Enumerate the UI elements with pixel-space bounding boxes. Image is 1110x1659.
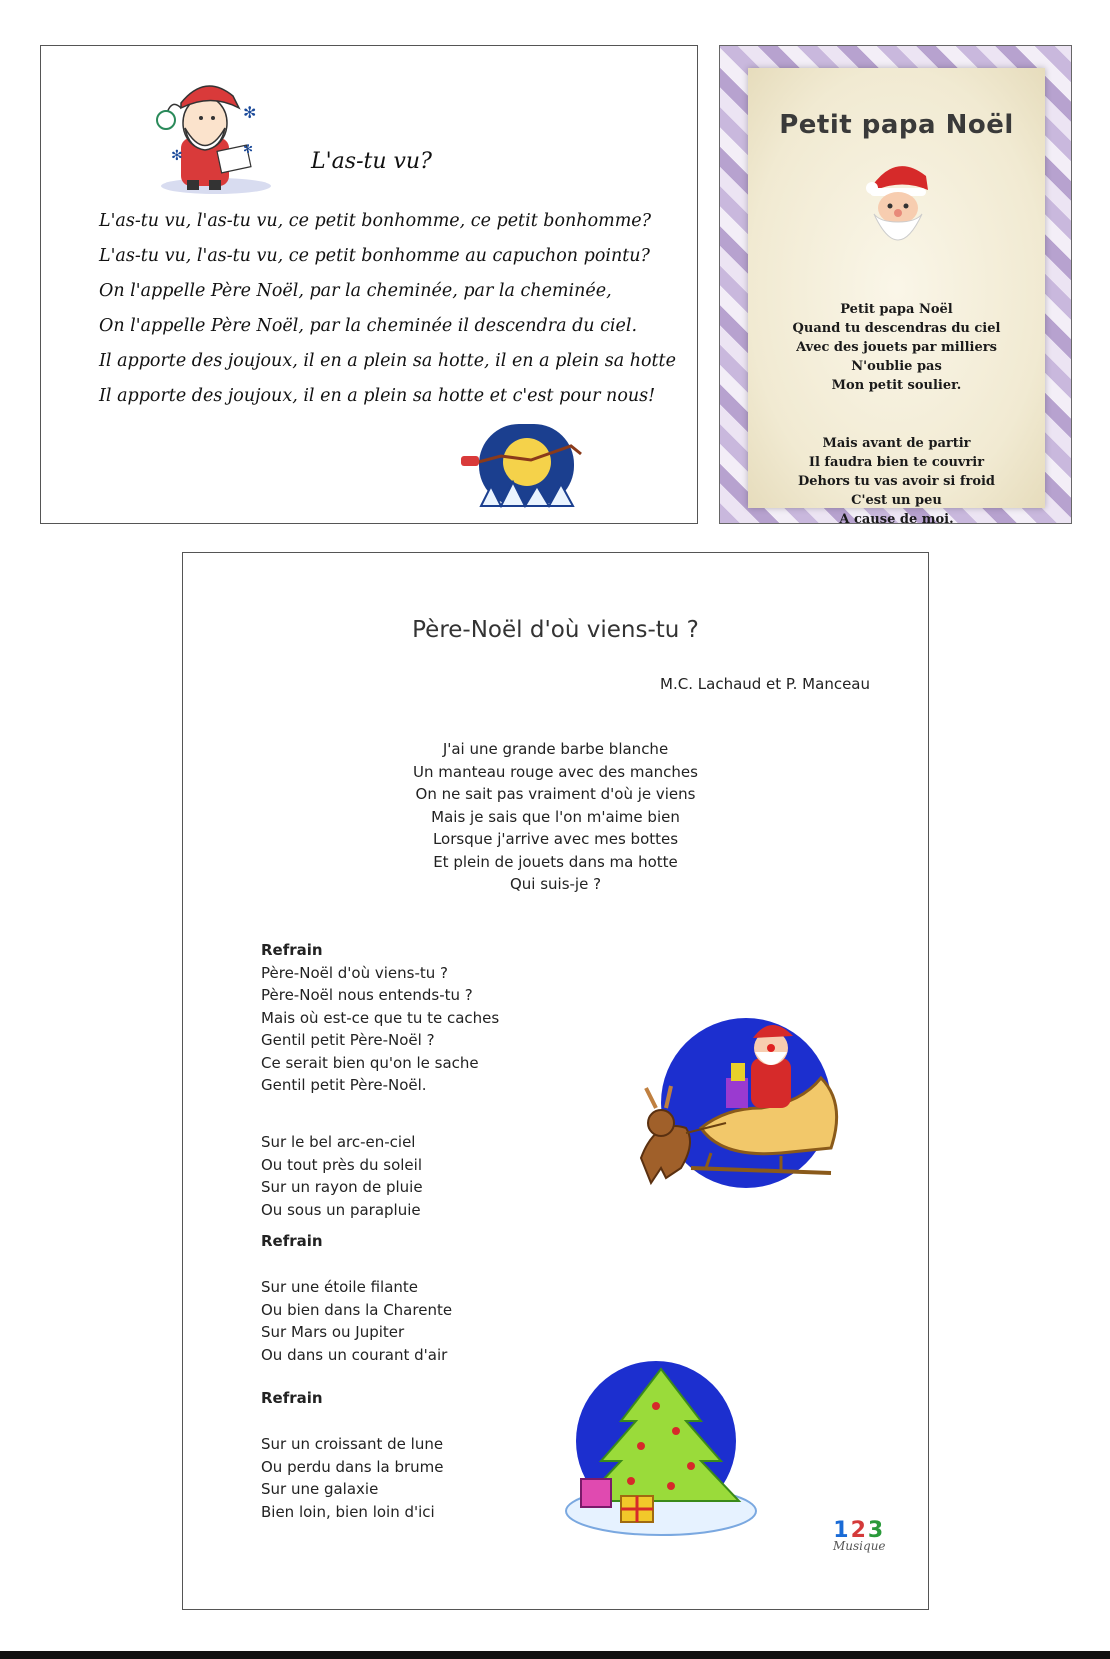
song-author: M.C. Lachaud et P. Manceau [660, 675, 870, 693]
santa-clipart [121, 68, 291, 198]
svg-text:✻: ✻ [243, 103, 257, 122]
christmas-tree-clipart [561, 1361, 761, 1541]
poem-line: On l'appelle Père Noël, par la cheminée il descendra du ciel. [99, 316, 638, 336]
logo-digit: 1 [833, 1518, 851, 1543]
stanza-line: C'est un peu [851, 493, 942, 508]
svg-text:✻: ✻ [243, 142, 254, 156]
stanza-line: Avec des jouets par milliers [796, 340, 997, 355]
refrain-heading: Refrain [261, 1389, 323, 1407]
bottom-border [0, 1651, 1110, 1659]
refrain-marker [261, 1387, 323, 1410]
poem-title: Petit papa Noël [779, 110, 1014, 140]
stanza-line: Dehors tu vas avoir si froid [797, 474, 996, 489]
stanza-line: Quand tu descendras du ciel [792, 321, 1001, 336]
riddle-line: Lorsque j'arrive avec mes bottes [432, 830, 679, 848]
santa-face-clipart [866, 156, 930, 256]
verse-line: Ou tout près du soleil [261, 1155, 422, 1174]
riddle-line: Un manteau rouge avec des manches [413, 762, 698, 781]
verse-line: Sur une galaxie [261, 1480, 379, 1498]
stanza-2 [748, 434, 1045, 529]
poem-title: L'as-tu vu? [311, 149, 432, 174]
poem-line: Il apporte des joujoux, il en a plein sa hotte et c'est pour nous! [99, 386, 656, 406]
riddle-line: J'ai une grande barbe blanche [442, 740, 669, 758]
refrain-line: Père-Noël d'où viens-tu ? [261, 963, 449, 982]
refrain-heading: Refrain [261, 941, 323, 959]
verse-line: Sur un rayon de pluie [261, 1178, 423, 1196]
riddle-line: Mais je sais que l'on m'aime bien [431, 807, 680, 826]
refrain-marker [261, 1230, 323, 1253]
verse-line: Sur un croissant de lune [261, 1435, 444, 1453]
refrain-line: Père-Noël nous entends-tu ? [261, 986, 473, 1004]
poem-line: On l'appelle Père Noël, par la cheminée, par la cheminée, [99, 281, 612, 301]
refrain-line: Ce serait bien qu'on le sache [261, 1053, 479, 1072]
riddle-line: Et plein de jouets dans ma hotte [433, 852, 678, 871]
verse-line: Ou sous un parapluie [261, 1200, 421, 1219]
verse-line: Bien loin, bien loin d'ici [261, 1502, 435, 1521]
verse-line: Sur une étoile filante [261, 1278, 419, 1296]
poem-line: Il apporte des joujoux, il en a plein sa hotte, il en a plein sa hotte [99, 351, 676, 371]
verse-1 [261, 1131, 423, 1221]
svg-text:✻: ✻ [171, 148, 183, 164]
verse-2 [261, 1276, 452, 1366]
stanza-1 [748, 300, 1045, 395]
song-sheet-pere-noel [182, 552, 929, 1610]
refrain-heading: Refrain [261, 1232, 323, 1250]
poem-card-petit-papa-noel [719, 45, 1072, 527]
sleigh-moon-clipart [461, 416, 591, 516]
riddle-stanza [183, 738, 928, 896]
refrain-line: Gentil petit Père-Noël ? [261, 1031, 435, 1049]
poem-card-las-tu-vu [40, 45, 698, 524]
stanza-line: A cause de moi. [839, 512, 954, 527]
santa-sleigh-clipart [631, 1008, 861, 1198]
refrain-line: Mais où est-ce que tu te caches [261, 1008, 500, 1027]
logo-digit: 2 [850, 1518, 868, 1543]
riddle-line: Qui suis-je ? [509, 875, 602, 893]
logo-123-musique [833, 1518, 886, 1553]
poem-paper [748, 68, 1045, 527]
refrain-line: Gentil petit Père-Noël. [261, 1076, 427, 1094]
logo-digit: 3 [867, 1518, 886, 1543]
stanza-line: N'oublie pas [851, 359, 942, 374]
refrain-block [261, 939, 499, 1097]
stanza-line: Il faudra bien te couvrir [808, 455, 985, 470]
verse-3 [261, 1433, 444, 1523]
stanza-line: Mais avant de partir [822, 436, 971, 451]
logo-word: Musique [833, 1539, 886, 1553]
stanza-line: Mon petit soulier. [831, 378, 962, 393]
song-title: Père-Noël d'où viens-tu ? [412, 617, 699, 643]
stanza-line: Petit papa Noël [840, 302, 953, 317]
verse-line: Sur le bel arc-en-ciel [261, 1133, 416, 1151]
riddle-line: On ne sait pas vraiment d'où je viens [415, 785, 696, 803]
verse-line: Sur Mars ou Jupiter [261, 1323, 405, 1341]
poem-lines [99, 204, 679, 414]
verse-line: Ou bien dans la Charente [261, 1300, 453, 1319]
poem-line: L'as-tu vu, l'as-tu vu, ce petit bonhomme, ce petit bonhomme? [99, 211, 652, 231]
poem-line: L'as-tu vu, l'as-tu vu, ce petit bonhomme au capuchon pointu? [99, 246, 650, 266]
verse-line: Ou perdu dans la brume [261, 1457, 444, 1476]
verse-line: Ou dans un courant d'air [261, 1345, 448, 1364]
